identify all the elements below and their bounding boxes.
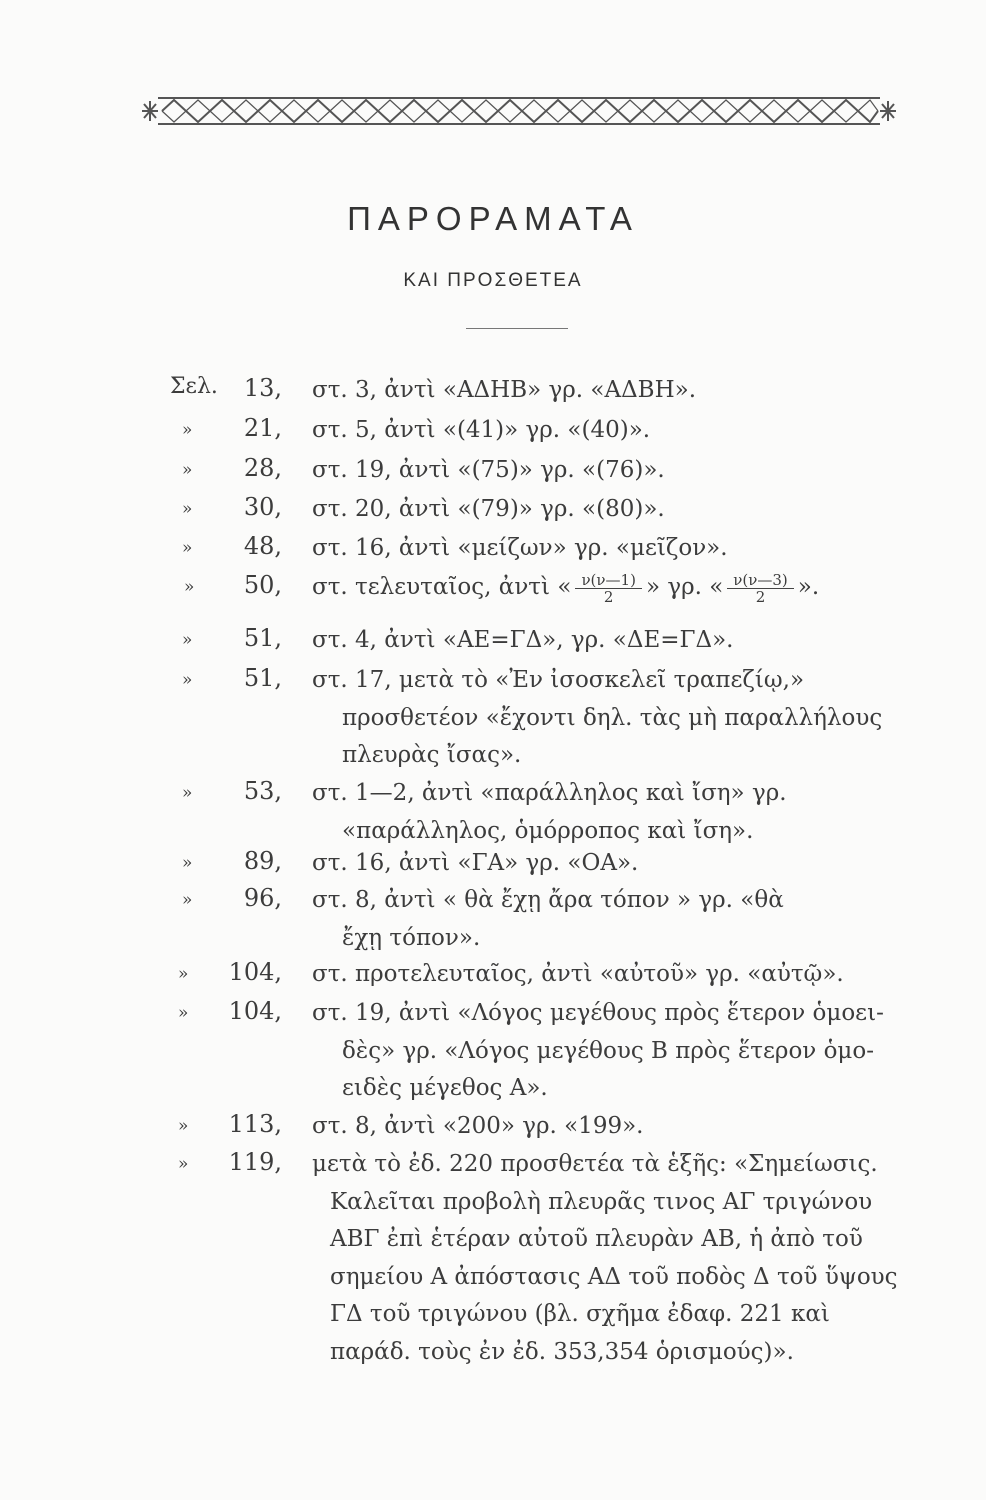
- ditto-mark: »: [182, 538, 193, 558]
- text-line: στ. 1—2, ἀντὶ «παράλληλος καὶ ἴση» γρ.: [312, 780, 787, 806]
- correction-text: [312, 372, 902, 410]
- correction-text: [312, 452, 902, 490]
- page-number: 104,: [228, 997, 282, 1025]
- text-line: στ. 19, ἀντὶ «Λόγος μεγέθους πρὸς ἕτερον ὁμοει-: [312, 1000, 884, 1026]
- page-number: 119,: [228, 1148, 282, 1176]
- page-number: 21,: [243, 414, 282, 442]
- page-title: ΠΑΡΟΡΑΜΑΤΑ: [347, 200, 639, 237]
- text-line: στ. 3, ἀντὶ «ΑΔΗΒ» γρ. «ΑΔΒΗ».: [312, 377, 697, 403]
- text-line: στ. 5, ἀντὶ «(41)» γρ. «(40)».: [312, 417, 651, 443]
- correction-text: [312, 995, 902, 1108]
- ditto-mark: »: [178, 1116, 189, 1136]
- text-line: στ. 20, ἀντὶ «(79)» γρ. «(80)».: [312, 496, 665, 522]
- correction-text: [312, 662, 902, 775]
- ditto-mark: »: [182, 630, 193, 650]
- text-line: ΑΒΓ ἐπὶ ἑτέραν αὐτοῦ πλευρὰν ΑΒ, ἡ ἀπὸ τοῦ: [330, 1226, 863, 1252]
- text-line: ἔχῃ τόπον».: [342, 924, 481, 951]
- page-number: 50,: [243, 571, 282, 599]
- ditto-mark: »: [178, 1003, 189, 1023]
- text-segment: στ. τελευταῖος, ἀντὶ «: [312, 574, 572, 600]
- correction-text: [312, 491, 902, 529]
- correction-text: [312, 882, 902, 957]
- correction-text: [312, 569, 902, 607]
- page-number: 89,: [243, 847, 282, 875]
- ditto-mark: »: [182, 853, 193, 873]
- text-line: σημείου Α ἀπόστασις ΑΔ τοῦ ποδὸς Δ τοῦ ὕψους: [330, 1263, 898, 1290]
- text-line: στ. 16, ἀντὶ «μείζων» γρ. «μεῖζον».: [312, 535, 728, 561]
- page-number: 113,: [228, 1110, 282, 1138]
- page-number: 96,: [243, 884, 282, 912]
- page-number: 51,: [243, 664, 282, 692]
- text-line: στ. 8, ἀντὶ «200» γρ. «199».: [312, 1113, 644, 1139]
- correction-text: [312, 1108, 902, 1146]
- text-line: «παράλληλος, ὁμόρροπος καὶ ἴση».: [342, 817, 754, 844]
- fraction-denominator: 2: [755, 587, 766, 606]
- correction-text: [312, 530, 902, 568]
- page-number: 13,: [243, 374, 282, 402]
- ditto-mark: »: [178, 964, 189, 984]
- text-line: στ. 19, ἀντὶ «(75)» γρ. «(76)».: [312, 457, 665, 483]
- text-line: στ. προτελευταῖος, ἀντὶ «αὐτοῦ» γρ. «αὐτῷ».: [312, 961, 844, 987]
- ditto-mark: »: [182, 890, 193, 910]
- text-line: ειδὲς μέγεθος Α».: [342, 1075, 548, 1101]
- fraction-numerator: ν(ν—3): [727, 572, 794, 589]
- text-line: παράδ. τοὺς ἐν ἐδ. 353,354 ὁρισμούς)».: [330, 1338, 794, 1365]
- page-subtitle: ΚΑΙ ΠΡΟΣΘΕΤΕΑ: [403, 270, 583, 291]
- page-number: 53,: [243, 777, 282, 805]
- fraction-numerator: ν(ν—1): [575, 572, 642, 589]
- correction-text: [312, 775, 902, 850]
- ditto-mark: »: [182, 783, 193, 803]
- ditto-mark: »: [178, 1154, 189, 1174]
- correction-text: [312, 956, 902, 994]
- text-line: [312, 569, 902, 607]
- text-line: προσθετέον «ἔχοντι δηλ. τὰς μὴ παραλλήλους: [342, 704, 883, 731]
- page-number: 30,: [243, 493, 282, 521]
- ditto-mark: »: [182, 670, 193, 690]
- text-line: μετὰ τὸ ἐδ. 220 προσθετέα τὰ ἑξῆς: «Σημείωσις.: [312, 1151, 878, 1177]
- ditto-mark: »: [182, 499, 193, 519]
- correction-text: [312, 412, 902, 450]
- ditto-mark: »: [184, 577, 195, 597]
- text-line: στ. 16, ἀντὶ «ΓΑ» γρ. «ΟΑ».: [312, 850, 639, 876]
- page-number: 28,: [243, 454, 282, 482]
- text-segment: ».: [797, 574, 820, 600]
- ditto-mark: »: [182, 420, 193, 440]
- correction-text: [312, 1146, 902, 1371]
- correction-text: [312, 845, 902, 883]
- page-number: 48,: [243, 532, 282, 560]
- page-number: 104,: [228, 958, 282, 986]
- fraction: [575, 572, 642, 605]
- text-line: στ. 8, ἀντὶ « θὰ ἔχῃ ἄρα τόπον » γρ. «θὰ: [312, 887, 784, 913]
- ditto-mark: Σελ.: [170, 374, 218, 399]
- correction-text: [312, 622, 902, 660]
- text-line: Καλεῖται προβολὴ πλευρᾶς τινος ΑΓ τριγώνου: [330, 1188, 873, 1215]
- fraction-denominator: 2: [603, 587, 614, 606]
- text-line: δὲς» γρ. «Λόγος μεγέθους Β πρὸς ἕτερον ὁμο-: [342, 1037, 874, 1064]
- ditto-mark: »: [182, 460, 193, 480]
- text-line: στ. 17, μετὰ τὸ «Ἐν ἰσοσκελεῖ τραπεζίῳ,»: [312, 667, 805, 693]
- text-line: ΓΔ τοῦ τριγώνου (βλ. σχῆμα ἐδαφ. 221 καὶ: [330, 1301, 830, 1327]
- fraction: [727, 572, 794, 605]
- text-line: στ. 4, ἀντὶ «ΑΕ=ΓΔ», γρ. «ΔΕ=ΓΔ».: [312, 627, 734, 653]
- text-segment: » γρ. «: [645, 574, 724, 600]
- text-line: πλευρὰς ἴσας».: [342, 742, 522, 768]
- page-number: 51,: [243, 624, 282, 652]
